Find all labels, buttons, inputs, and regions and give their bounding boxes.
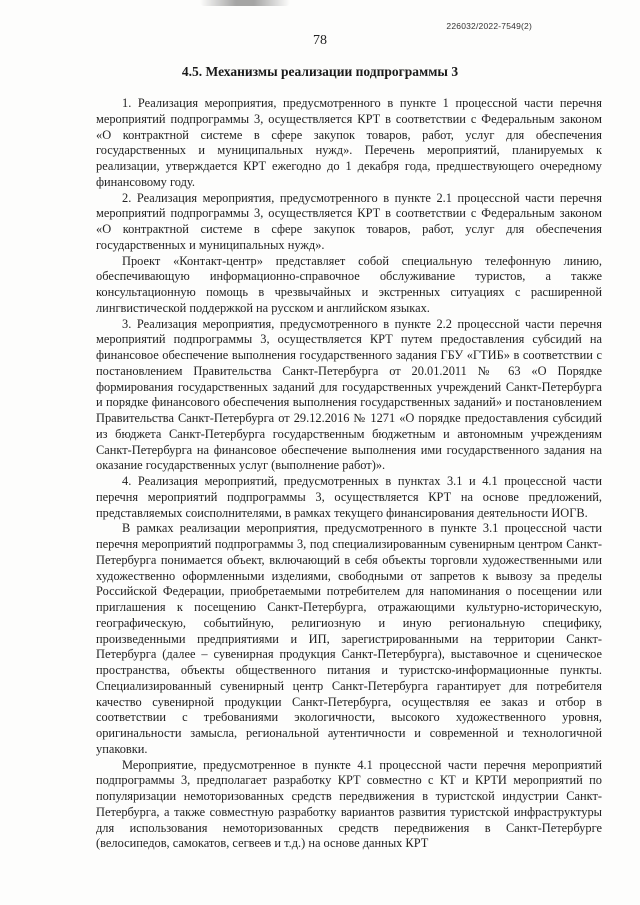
document-registration-number: 226032/2022-7549(2) [446, 21, 532, 31]
paragraph: В рамках реализации мероприятия, предусмотренного в пункте 3.1 процессной части перечня мероприятий подпрограммы 3, под специализированным сувенирным центром Санкт-Петербурга понимается объект, включающий в себя объекты торговли художественными или художественно оформленными изделиями, свободными от запретов к вывозу за пределы Российской Федерации, приобретаемыми потребителем для напоминания о посещении или приглашения к посещению Санкт-Петербурга, отражающими культурно-историческую, географическую, событийную, религиозную и иную региональную специфику, произведенными предприятиями и ИП, зарегистрированными на территории Санкт-Петербурга (далее – сувенирная продукция Санкт-Петербурга), выставочное и сценическое пространства, объекты общественного питания и туристско-информационные пункты. Специализированный сувенирный центр Санкт-Петербурга гарантирует для потребителя качество сувенирной продукции Санкт-Петербурга, осуществляя ее заказ и отбор в соответствии с требованиями экологичности, высокого художественного уровня, оригинальности замысла, региональной аутентичности и современной и технологичной упаковки. [96, 521, 602, 756]
paragraph: 2. Реализация мероприятия, предусмотренного в пункте 2.1 процессной части перечня мероприятий подпрограммы 3, осуществляется КРТ в соответствии с Федеральным законом «О контрактной системе в сфере закупок товаров, работ, услуг для обеспечения государственных и муниципальных нужд». [96, 190, 602, 252]
paragraph: Мероприятие, предусмотренное в пункте 4.1 процессной части перечня мероприятий подпрограммы 3, предполагает разработку КРТ совместно с КТ и КРТИ мероприятий по популяризации немоторизованных средств передвижения в туристской индустрии Санкт-Петербурга, а также совместную разработку вариантов развития туристской инфраструктуры для использования немоторизованных средств передвижения в Санкт-Петербурге (велосипедов, самокатов, сегвеев и т.д.) на основе данных КРТ [96, 757, 602, 851]
document-body [96, 96, 602, 852]
page-number: 78 [313, 33, 327, 48]
scan-artifact [200, 0, 290, 6]
paragraph: 1. Реализация мероприятия, предусмотренного в пункте 1 процессной части перечня мероприятий подпрограммы 3, осуществляется КРТ в соответствии с Федеральным законом «О контрактной системе в сфере закупок товаров, работ, услуг для обеспечения государственных и муниципальных нужд». Перечень мероприятий, планируемых к реализации, утверждается КРТ ежегодно до 1 декабря года, предшествующего очередному финансовому году. [96, 96, 602, 189]
paragraph: 3. Реализация мероприятия, предусмотренного в пункте 2.2 процессной части перечня мероприятий подпрограммы 3, осуществляется КРТ путем предоставления субсидий на финансовое обеспечение выполнения государственного задания ГБУ «ГТИБ» в соответствии с постановлением Правительства Санкт-Петербурга от 20.01.2011 № 63 «О Порядке формирования государственных заданий для государственных учреждений Санкт-Петербурга и порядке финансового обеспечения выполнения государственных заданий» и постановлением Правительства Санкт-Петербурга от 29.12.2016 № 1271 «О порядке предоставления субсидий из бюджета Санкт-Петербурга государственным бюджетным и автономным учреждениям Санкт-Петербурга на финансовое обеспечение выполнения ими государственного задания на оказание государственных услуг (выполнение работ)». [96, 316, 602, 473]
section-title: 4.5. Механизмы реализации подпрограммы 3 [181, 64, 459, 79]
paragraph: 4. Реализация мероприятий, предусмотренных в пунктах 3.1 и 4.1 процессной части перечня мероприятий подпрограммы 3, осуществляется КРТ на основе предложений, представляемых соисполнителями, в рамках текущего финансирования деятельности ИОГВ. [96, 474, 602, 520]
paragraph: Проект «Контакт-центр» представляет собой специальную телефонную линию, обеспечивающую информационно-справочное обслуживание туристов, а также консультационную помощь в чрезвычайных и экстренных ситуациях с расширенной лингвистической поддержкой на русском и английском языках. [96, 253, 602, 315]
